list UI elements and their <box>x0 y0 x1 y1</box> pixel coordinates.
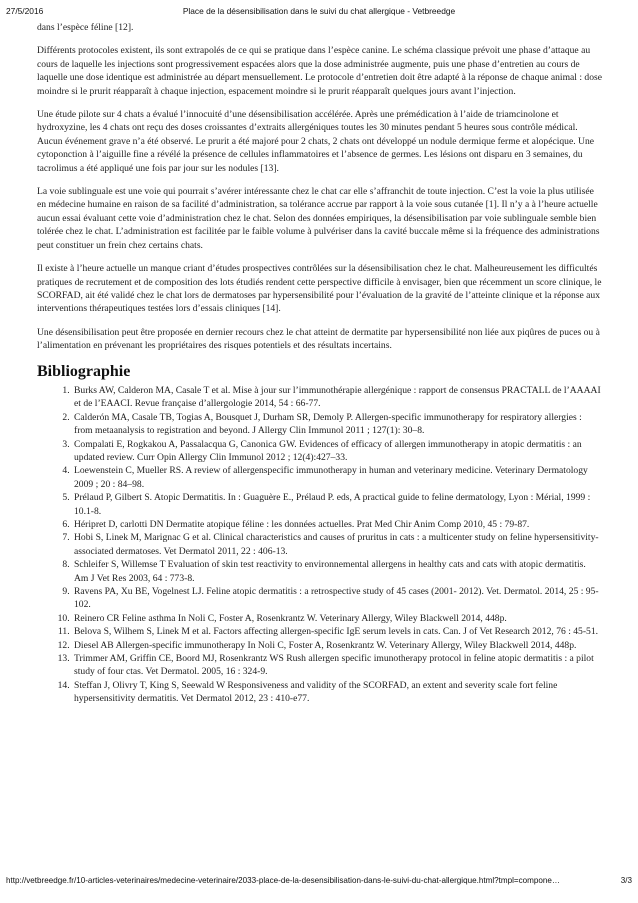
paragraph: Différents protocoles existent, ils sont extrapolés de ce qui se pratique dans l’espèce canine. Le schéma classique prévoit une phase d’attaque au cours de laquelle les injections sont progressivement espacées alors que la dose administrée augmente, puis une phase d’entretien au cours de laquelle une dose identique est administrée au départ mensuellement. Le protocole d’entretien doit être adapté à la réponse de chaque animal : dose moindre si le prurit réapparaît à chaque injection, espacement moindre si le prurit réapparaît quelques jours avant l’injection. <box>37 45 603 97</box>
bibliography-item: 4. Loewenstein C, Mueller RS. A review of allergenspecific immunotherapy in human and veterinary medicine. Veterinary Dermatology 2009 ; 20 : 84–98. <box>72 464 602 491</box>
bibliography-item: 11. Belova S, Wilhem S, Linek M et al. Factors affecting allergen-specific IgE serum levels in cats. Can. J of Vet Research 2012, 76 : 45-51. <box>72 625 602 638</box>
paragraph: dans l’espèce féline [12]. <box>37 22 134 33</box>
bibliography-list <box>37 384 602 706</box>
bibliography-item: 14. Steffan J, Olivry T, King S, Seewald W Responsiveness and validity of the SCORFAD, an extent and severity scale fort feline hypersensitivity dermatitis. Vet Dermatol 2012, 23 : 410-e77. <box>72 679 602 706</box>
bibliography-item: 13. Trimmer AM, Griffin CE, Boord MJ, Rosenkrantz WS Rush allergen specific imunotherapy protocol in feline atopic dermatitis : a pilot study of four ctas. Vet Dermatol. 2005, 16 : 324-9. <box>72 652 602 679</box>
bibliography-item: 8. Schleifer S, Willemse T Evaluation of skin test reactivity to environnemental allergens in healthy cats and cats with atopic dermatitis. Am J Vet Res 2003, 64 : 773-8. <box>72 558 602 585</box>
paragraph: Une étude pilote sur 4 chats a évalué l’innocuité d’une désensibilisation accélérée. Après une prémédication à l’aide de triamcinolone et hydroxyzine, les 4 chats ont reçu des doses croissantes d’extraits allergéniques toutes les 30 minutes pendant 5 heures sous contrôle médical. Aucun événement grave n’a été observé. Le prurit a été majoré pour 2 chats, 2 chats ont développé un nodule dermique ferme et alopécique. Une cytoponction à l’aiguille fine a révélé la présence de cellules inflammatoires et l’absence de germes. Les lésions ont disparu en 3 semaines, du tacrolimus a été appliqué une fois par jour sur les nodules [13]. <box>37 109 595 174</box>
paragraph: Il existe à l’heure actuelle un manque criant d’études prospectives contrôlées sur la désensibilisation chez le chat. Malheureusement les difficultés pratiques de recrutement et de composition des lots étudiés rendent cette perspective difficile à envisager, bien que récemment un score clinique, le SCORFAD, ait été validé chez le chat lors de dermatoses par hypersensibilité pour l’évaluation de la gravité de l’atteinte clinique et la réponse aux interventions thérapeutiques testées lors d’essais cliniques [14]. <box>37 263 602 315</box>
bibliography-item: 7. Hobi S, Linek M, Marignac G et al. Clinical characteristics and causes of pruritus in cats : a multicenter study on feline hypersensitivity-associated dermatoses. Vet Dermatol 2011, 22 : 406-13. <box>72 531 602 558</box>
bibliography-item: 3. Compalati E, Rogkakou A, Passalacqua G, Canonica GW. Evidences of efficacy of allergen immunotherapy in atopic dermatitis : an updated review. Curr Opin Allergy Clin Immunol 2012 ; 12(4):427–33. <box>72 438 602 465</box>
bibliography-item: 12. Diesel AB Allergen-specific immunotherapy In Noli C, Foster A, Rosenkrantz W. Veterinary Allergy, Wiley Blackwell 2014, 448p. <box>72 639 602 652</box>
print-footer <box>6 876 632 890</box>
paragraph: Une désensibilisation peut être proposée en dernier recours chez le chat atteint de dermatite par hypersensibilité non liée aux piqûres de puces ou à l’alimentation en prévenant les propriétaires des risques potentiels et des résultats incertains. <box>37 326 600 352</box>
page-title: Place de la désensibilisation dans le suivi du chat allergique - Vetbreedge <box>182 6 456 16</box>
bibliography-item: 6. Héripret D, carlotti DN Dermatite atopique féline : les données actuelles. Prat Med Chir Anim Comp 2010, 45 : 79-87. <box>72 518 602 531</box>
print-header <box>6 6 632 20</box>
print-date: 27/5/2016 <box>6 6 44 16</box>
bibliography-item: 9. Ravens PA, Xu BE, Vogelnest LJ. Feline atopic dermatitis : a retrospective study of 45 cases (2001- 2012). Vet. Dermatol. 2014, 25 : 95-102. <box>72 585 602 612</box>
bibliography-item: 2. Calderón MA, Casale TB, Togias A, Bousquet J, Durham SR, Demoly P. Allergen-specific immunotherapy for respiratory allergies : from metaanalysis to registration and beyond. J Allergy Clin Immunol 2011 ; 127(1): 30–8. <box>72 411 602 438</box>
bibliography-item: 5. Prélaud P, Gilbert S. Atopic Dermatitis. In : Guaguère E., Prélaud P. eds, A practical guide to feline dermatology, Lyon : Mérial, 1999 : 10.1-8. <box>72 491 602 518</box>
bibliography-item: 10. Reinero CR Feline asthma In Noli C, Foster A, Rosenkrantz W. Veterinary Allergy, Wiley Blackwell 2014, 448p. <box>72 612 602 625</box>
page-url: http://vetbreedge.fr/10-articles-veterinaires/medecine-veterinaire/2033-place-de-la-desensibilisation-dans-le-suivi-du-chat-allergique.html?tmpl=compone… <box>6 876 561 885</box>
bibliography-heading: Bibliographie <box>37 362 131 380</box>
page-number: 3/3 <box>620 876 632 885</box>
paragraph: La voie sublinguale est une voie qui pourrait s’avérer intéressante chez le chat car elle s’affranchit de toute injection. C’est la voie la plus utilisée en médecine humaine en raison de sa facilité d’administration, sa tolérance accrue par rapport à la voie sous cutanée [1]. Il n’y a à l’heure actuelle aucun essai évaluant cette voie d’administration chez le chat. Selon des données empiriques, la désensibilisation par voie sublinguale semble bien tolérée chez le chat. L’administration est facilitée par le faible volume à pulvériser dans la cavité buccale même si la fréquence des administrations peut constituer un frein chez certains chats. <box>37 186 600 251</box>
bibliography-item: 1. Burks AW, Calderon MA, Casale T et al. Mise à jour sur l’immunothérapie allergénique : rapport de consensus PRACTALL de l’AAAAI et de l’EAACI. Revue française d’allergologie 2014, 54 : 66-77. <box>72 384 602 411</box>
article-body <box>37 21 602 706</box>
